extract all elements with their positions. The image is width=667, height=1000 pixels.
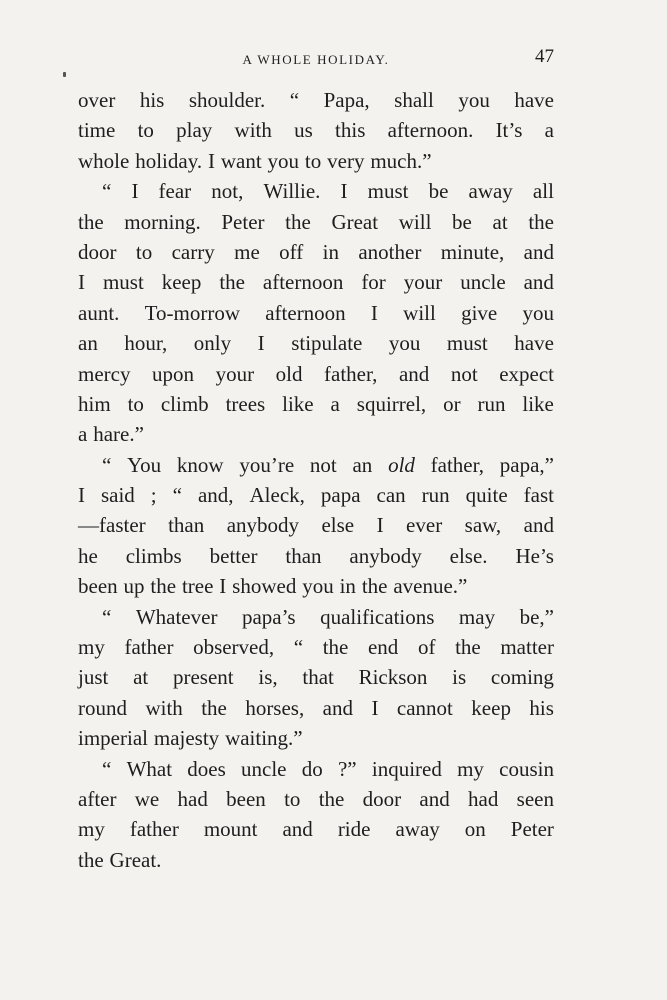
word: I <box>371 695 379 720</box>
word: give <box>461 300 498 325</box>
word: like <box>282 391 314 416</box>
word: us <box>294 118 313 143</box>
word: at <box>133 665 149 690</box>
word: over <box>78 88 116 112</box>
word: fear <box>158 179 192 204</box>
word: want <box>220 148 262 173</box>
text-line <box>78 267 554 297</box>
word: anybody <box>349 543 422 568</box>
word: the <box>322 635 349 660</box>
word: hour, <box>124 331 168 356</box>
text-line <box>78 207 554 237</box>
word: “ <box>172 483 182 508</box>
word: that <box>302 665 334 690</box>
word: father <box>124 635 174 660</box>
word: afternoon <box>262 270 344 295</box>
word: majesty <box>153 726 220 751</box>
word: at <box>492 209 508 234</box>
word: to <box>127 391 144 416</box>
word: Rickson <box>358 665 428 690</box>
word: afternoon <box>265 300 346 325</box>
word: with <box>145 695 183 720</box>
word: not, <box>211 179 244 204</box>
word: just <box>78 665 109 690</box>
word: He’s <box>515 543 554 568</box>
word: in <box>322 239 339 264</box>
word: had <box>177 786 208 811</box>
word: I <box>370 300 378 325</box>
word: mount <box>203 817 258 842</box>
word: “ <box>102 179 112 204</box>
word: old <box>388 452 415 477</box>
word: the <box>455 635 481 660</box>
word: and <box>523 270 554 295</box>
word: have <box>514 88 554 112</box>
word: my <box>78 817 105 842</box>
word: the <box>201 695 227 720</box>
text-line <box>78 723 554 753</box>
word: and <box>398 361 430 386</box>
word: and <box>523 513 554 538</box>
word: of <box>417 635 436 660</box>
word: coming <box>490 665 554 690</box>
text-line <box>78 693 554 723</box>
word: and <box>523 239 554 264</box>
word: ; <box>150 483 157 508</box>
text-line <box>78 541 554 571</box>
word: You <box>127 452 162 477</box>
word: and <box>282 817 313 842</box>
word: climb <box>160 391 209 416</box>
word: very <box>327 148 365 173</box>
word: not <box>450 361 478 386</box>
word: and, <box>197 483 234 508</box>
word: horses, <box>245 695 305 720</box>
word: this <box>335 118 366 143</box>
word: uncle <box>241 756 287 781</box>
word: run <box>421 483 450 508</box>
word: play <box>176 118 213 143</box>
word: observed, <box>193 635 275 660</box>
text-line <box>78 115 554 145</box>
word: the <box>78 847 104 872</box>
word: the <box>361 574 388 599</box>
word: does <box>187 756 226 781</box>
word: must <box>102 270 144 295</box>
word: I <box>257 331 265 356</box>
word: else. <box>449 543 488 568</box>
text-line <box>78 298 554 328</box>
text-line <box>78 480 554 510</box>
word: away <box>395 817 440 842</box>
text-line <box>78 176 554 206</box>
word: papa’s <box>241 604 296 629</box>
word: run <box>477 391 506 416</box>
word: father, <box>324 361 378 386</box>
text-line <box>78 571 554 601</box>
word: for <box>361 270 386 295</box>
word: I <box>78 270 85 295</box>
word: aunt. <box>78 300 120 325</box>
word: stipulate <box>291 331 363 356</box>
word: keep <box>161 270 202 295</box>
word: father, <box>430 452 485 477</box>
text-line <box>78 237 554 267</box>
page-number: 47 <box>535 46 554 67</box>
word: avenue.” <box>393 574 468 599</box>
word: to <box>137 118 154 143</box>
running-head <box>78 46 554 76</box>
word: What <box>126 756 173 781</box>
word: else <box>321 513 355 538</box>
word: the <box>318 786 345 811</box>
word: you <box>522 300 554 325</box>
text-line <box>78 662 554 692</box>
word: up <box>123 574 145 599</box>
word: all <box>532 179 554 204</box>
word: is <box>452 665 467 690</box>
word: morning. <box>124 209 201 234</box>
word: not <box>309 452 337 477</box>
word: afternoon. <box>387 118 474 143</box>
word: Great <box>331 209 379 234</box>
word: Aleck, <box>249 483 305 508</box>
word: shall <box>394 88 434 112</box>
word: will <box>403 300 436 325</box>
word: can <box>376 483 406 508</box>
word: I <box>131 179 139 204</box>
word: Peter <box>221 209 265 234</box>
word: be,” <box>519 604 554 629</box>
word: after <box>78 786 117 811</box>
word: “ <box>102 756 112 781</box>
word: “ <box>102 604 112 629</box>
word: the <box>78 209 104 234</box>
word: ever <box>406 513 443 538</box>
text-line <box>78 814 554 844</box>
word: my <box>457 756 484 781</box>
word: said <box>100 483 135 508</box>
ink-speck <box>63 72 66 77</box>
word: been <box>226 786 266 811</box>
word: fast <box>523 483 554 508</box>
word: do <box>301 756 323 781</box>
word: papa <box>320 483 361 508</box>
running-title: A WHOLE HOLIDAY. <box>242 52 390 67</box>
word: to <box>284 786 301 811</box>
word: papa,” <box>499 452 554 477</box>
word: the <box>285 209 311 234</box>
word: a <box>544 118 554 143</box>
word: ?” <box>337 756 357 781</box>
word: quite <box>465 483 508 508</box>
word: we <box>134 786 160 811</box>
word: his <box>529 695 554 720</box>
word: you <box>267 148 300 173</box>
word: to <box>135 239 153 264</box>
text-line <box>78 450 554 480</box>
word: whole <box>78 148 130 173</box>
word: “ <box>293 635 304 660</box>
word: I <box>376 513 384 538</box>
word: on <box>464 817 486 842</box>
word: an <box>78 331 98 356</box>
text-line <box>78 419 554 449</box>
word: you <box>302 574 334 599</box>
word: to <box>304 148 322 173</box>
word: had <box>468 786 499 811</box>
word: Whatever <box>135 604 218 629</box>
word: climbs <box>125 543 182 568</box>
word: holiday. <box>135 148 203 173</box>
word: better <box>209 543 258 568</box>
word: be <box>452 209 472 234</box>
text-line <box>78 146 554 176</box>
word: the <box>528 209 554 234</box>
word: —faster <box>78 513 146 538</box>
text-line <box>78 784 554 814</box>
word: your <box>403 270 443 295</box>
word: tree <box>181 574 214 599</box>
word: door <box>362 786 402 811</box>
word: and <box>419 786 450 811</box>
word: father <box>129 817 179 842</box>
word: end <box>367 635 399 660</box>
word: off <box>279 239 304 264</box>
text-line <box>78 632 554 662</box>
word: than <box>168 513 205 538</box>
word: you’re <box>239 452 295 477</box>
word: showed <box>232 574 297 599</box>
word: like <box>522 391 554 416</box>
word: seen <box>516 786 554 811</box>
word: a <box>330 391 340 416</box>
word: imperial <box>78 726 148 751</box>
word: cannot <box>396 695 453 720</box>
word: “ <box>289 88 300 112</box>
word: time <box>78 118 116 143</box>
word: matter <box>500 635 554 660</box>
word: he <box>78 543 98 568</box>
word: I <box>207 148 215 173</box>
word: his <box>139 88 165 112</box>
body-text <box>78 85 554 875</box>
text-line <box>78 85 554 115</box>
text-line <box>78 845 554 875</box>
text-line <box>78 328 554 358</box>
word: Papa, <box>323 88 370 112</box>
word: squirrel, <box>356 391 427 416</box>
word: much.” <box>370 148 432 173</box>
word: been <box>78 574 118 599</box>
word: or <box>443 391 461 416</box>
word: him <box>78 391 111 416</box>
word: be <box>428 179 449 204</box>
word: with <box>234 118 272 143</box>
word: present <box>172 665 234 690</box>
word: shoulder. <box>188 88 266 112</box>
word: only <box>193 331 232 356</box>
word: I <box>78 483 85 508</box>
text-line <box>78 389 554 419</box>
word: round <box>78 695 127 720</box>
word: uncle <box>460 270 506 295</box>
word: I <box>340 179 348 204</box>
word: must <box>367 179 409 204</box>
word: may <box>458 604 496 629</box>
word: old <box>275 361 303 386</box>
word: will <box>398 209 432 234</box>
word: Willie. <box>263 179 321 204</box>
word: minute, <box>440 239 505 264</box>
word: the <box>219 270 245 295</box>
word: mercy <box>78 361 131 386</box>
word: you <box>388 331 421 356</box>
word: my <box>78 635 105 660</box>
word: ride <box>337 817 371 842</box>
word: away <box>468 179 513 204</box>
word: in <box>339 574 356 599</box>
word: another <box>358 239 422 264</box>
word: door <box>78 239 117 264</box>
word: me <box>234 239 260 264</box>
word: upon <box>152 361 195 386</box>
word: the <box>150 574 177 599</box>
word: an <box>352 452 373 477</box>
word: It’s <box>495 118 523 143</box>
word: than <box>285 543 322 568</box>
word: qualifications <box>320 604 435 629</box>
word: Great. <box>109 847 162 872</box>
word: must <box>446 331 488 356</box>
word: a <box>78 422 88 447</box>
word: saw, <box>464 513 502 538</box>
text-line <box>78 754 554 784</box>
word: you <box>458 88 490 112</box>
word: To-morrow <box>144 300 240 325</box>
word: inquired <box>371 756 442 781</box>
word: your <box>215 361 255 386</box>
word: expect <box>499 361 554 386</box>
word: carry <box>171 239 215 264</box>
word: hare.” <box>93 422 144 447</box>
word: trees <box>225 391 266 416</box>
text-line <box>78 510 554 540</box>
text-line <box>78 359 554 389</box>
word: waiting.” <box>225 726 303 751</box>
word: I <box>219 574 227 599</box>
word: cousin <box>499 756 554 781</box>
word: keep <box>471 695 511 720</box>
word: have <box>514 331 554 356</box>
text-line <box>78 602 554 632</box>
word: Peter <box>510 817 554 842</box>
word: and <box>322 695 353 720</box>
word: know <box>176 452 224 477</box>
word: anybody <box>226 513 300 538</box>
word: “ <box>102 452 112 477</box>
word: is, <box>258 665 278 690</box>
